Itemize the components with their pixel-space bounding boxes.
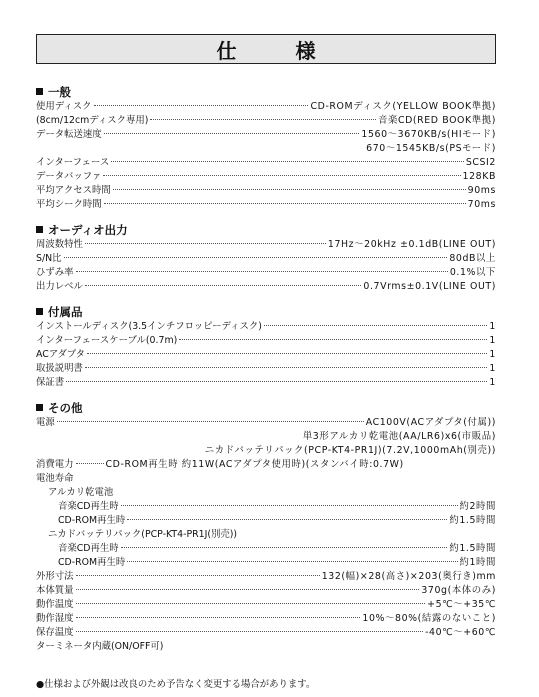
spec-value: 単3形アルカリ乾電池(AA/LR6)x6(市販品) — [302, 431, 496, 442]
bullet-square-icon — [36, 308, 43, 315]
spec-label: CD-ROM再生時 — [58, 515, 126, 526]
spec-value: +5℃〜+35℃ — [427, 599, 496, 610]
spec-value: CD-ROM再生時 約11W(ACアダプタ使用時)(スタンバイ時:0.7W) — [105, 459, 404, 470]
spec-label: 保証書 — [36, 377, 65, 388]
spec-label: 音楽CD再生時 — [58, 501, 119, 512]
leader-dots — [111, 161, 464, 162]
spec-value: 370g(本体のみ) — [421, 585, 496, 596]
leader-dots — [113, 189, 466, 190]
spec-label: 出力レベル — [36, 281, 83, 292]
spec-value: 132(幅)×28(高さ)×203(奥行き)mm — [321, 571, 496, 582]
spec-label: 平均シーク時間 — [36, 199, 102, 210]
leader-dots — [76, 463, 104, 464]
leader-dots — [94, 105, 309, 106]
leader-dots — [76, 603, 426, 604]
spec-label: CD-ROM再生時 — [58, 557, 126, 568]
leader-dots — [150, 119, 376, 120]
spec-row — [36, 598, 496, 612]
spec-label: インストールディスク(3.5インチフロッピーディスク) — [36, 321, 262, 332]
spec-value: 0.7Vrms±0.1V(LINE OUT) — [363, 281, 496, 292]
spec-value: 1 — [489, 321, 496, 332]
spec-label: データ転送速度 — [36, 129, 102, 140]
spec-row — [36, 170, 496, 184]
footer-note: ●仕様および外観は改良のため予告なく変更する場合があります。 — [36, 679, 316, 690]
spec-label: ACアダプタ — [36, 349, 85, 360]
page-title: 仕 様 — [216, 38, 342, 63]
spec-value: 約1時間 — [459, 557, 496, 568]
leader-dots — [127, 561, 457, 562]
page-title-box — [36, 34, 496, 64]
section-gap — [36, 390, 496, 400]
leader-dots — [76, 589, 420, 590]
bullet-square-icon — [36, 404, 43, 411]
spec-value: SCSI2 — [465, 157, 496, 168]
spec-row — [36, 348, 496, 362]
leader-dots — [127, 519, 447, 520]
spec-value: ニカドバッテリパック(PCP-KT4-PR1J)(7.2V,1000mAh(別売)) — [204, 445, 496, 456]
spec-label: (8cm/12cmディスク専用) — [36, 115, 149, 126]
leader-dots — [76, 271, 448, 272]
bullet-square-icon — [36, 226, 43, 233]
section-heading-audio: オーディオ出力 — [36, 222, 496, 238]
alkaline-heading: アルカリ乾電池 — [48, 487, 114, 498]
spec-label: 電源 — [36, 417, 55, 428]
spec-row — [36, 198, 496, 212]
spec-value: 1 — [489, 335, 496, 346]
spec-row — [36, 280, 496, 294]
spec-value: 70ms — [467, 199, 496, 210]
leader-dots — [103, 175, 460, 176]
leader-dots — [264, 325, 487, 326]
leader-dots — [104, 203, 466, 204]
spec-label: 動作湿度 — [36, 613, 74, 624]
spec-value: -40℃〜+60℃ — [425, 627, 496, 638]
spec-value: 約1.5時間 — [449, 515, 496, 526]
spec-row — [36, 128, 496, 142]
spec-value: 0.1%以下 — [449, 267, 496, 278]
spec-label: データバッファ — [36, 171, 102, 182]
spec-value: 128KB — [462, 171, 496, 182]
spec-row-power — [36, 416, 496, 430]
spec-row — [36, 320, 496, 334]
spec-label: 周波数特性 — [36, 239, 83, 250]
spec-row — [36, 362, 496, 376]
spec-row-consumption — [36, 458, 496, 472]
spec-value: CD-ROMディスク(YELLOW BOOK準拠) — [310, 101, 496, 112]
spec-label: 音楽CD再生時 — [58, 543, 119, 554]
spec-row — [36, 584, 496, 598]
section-heading-general: 一般 — [36, 84, 496, 100]
spec-label: 保存温度 — [36, 627, 74, 638]
spec-label: 平均アクセス時間 — [36, 185, 111, 196]
leader-dots — [76, 617, 361, 618]
spec-label: 動作温度 — [36, 599, 74, 610]
spec-row-continued — [36, 142, 496, 156]
section-gap — [36, 212, 496, 222]
bullet-square-icon — [36, 88, 43, 95]
spec-row — [36, 238, 496, 252]
spec-value: 670〜1545KB/s(PSモード) — [366, 143, 496, 154]
terminator-row: ターミネータ内蔵(ON/OFF可) — [36, 641, 164, 652]
leader-dots — [87, 353, 487, 354]
spec-row — [36, 556, 496, 570]
leader-dots — [121, 547, 448, 548]
spec-row — [36, 252, 496, 266]
spec-value: 10%〜80%(結露のないこと) — [362, 613, 496, 624]
spec-row — [36, 184, 496, 198]
spec-row-continued — [36, 444, 496, 458]
leader-dots — [85, 243, 326, 244]
spec-value: 80dB以上 — [449, 253, 496, 264]
spec-label: 本体質量 — [36, 585, 74, 596]
spec-value: 17Hz〜20kHz ±0.1dB(LINE OUT) — [327, 239, 496, 250]
spec-row — [36, 100, 496, 114]
spec-row — [36, 626, 496, 640]
spec-value: AC100V(ACアダプタ(付属)) — [365, 417, 496, 428]
spec-row — [36, 612, 496, 626]
spec-value: 約1.5時間 — [449, 543, 496, 554]
spec-label: 外形寸法 — [36, 571, 74, 582]
spec-row — [36, 376, 496, 390]
spec-label: インターフェース — [36, 157, 110, 168]
spec-content — [36, 84, 496, 654]
section-gap — [36, 294, 496, 304]
section-heading-other: その他 — [36, 400, 496, 416]
spec-label: 取扱説明書 — [36, 363, 83, 374]
spec-label: 消費電力 — [36, 459, 74, 470]
spec-value: 1 — [489, 349, 496, 360]
spec-row-continued — [36, 430, 496, 444]
leader-dots — [57, 421, 364, 422]
spec-label: S/N比 — [36, 253, 62, 264]
spec-row — [36, 334, 496, 348]
spec-value: 1 — [489, 377, 496, 388]
spec-label: ひずみ率 — [36, 267, 74, 278]
spec-row — [36, 156, 496, 170]
leader-dots — [121, 505, 458, 506]
leader-dots — [76, 631, 424, 632]
battery-life-heading: 電池寿命 — [36, 473, 74, 484]
spec-value: 約2時間 — [459, 501, 496, 512]
leader-dots — [179, 339, 487, 340]
section-heading-accessories: 付属品 — [36, 304, 496, 320]
leader-dots — [66, 381, 487, 382]
spec-row — [36, 114, 496, 128]
leader-dots — [76, 575, 320, 576]
leader-dots — [85, 367, 488, 368]
spec-row — [36, 542, 496, 556]
spec-value: 1 — [489, 363, 496, 374]
spec-value: 90ms — [467, 185, 496, 196]
spec-label: インターフェースケーブル(0.7m) — [36, 335, 178, 346]
spec-row — [36, 500, 496, 514]
leader-dots — [85, 285, 362, 286]
spec-value: 1560〜3670KB/s(HIモード) — [361, 129, 496, 140]
nicad-heading: ニカドバッテリパック(PCP-KT4-PR1J(別売)) — [48, 529, 238, 540]
spec-row — [36, 514, 496, 528]
leader-dots — [104, 133, 360, 134]
spec-row — [36, 570, 496, 584]
spec-value: 音楽CD(RED BOOK準拠) — [378, 115, 496, 126]
leader-dots — [64, 257, 448, 258]
spec-row — [36, 266, 496, 280]
spec-label: 使用ディスク — [36, 101, 92, 112]
